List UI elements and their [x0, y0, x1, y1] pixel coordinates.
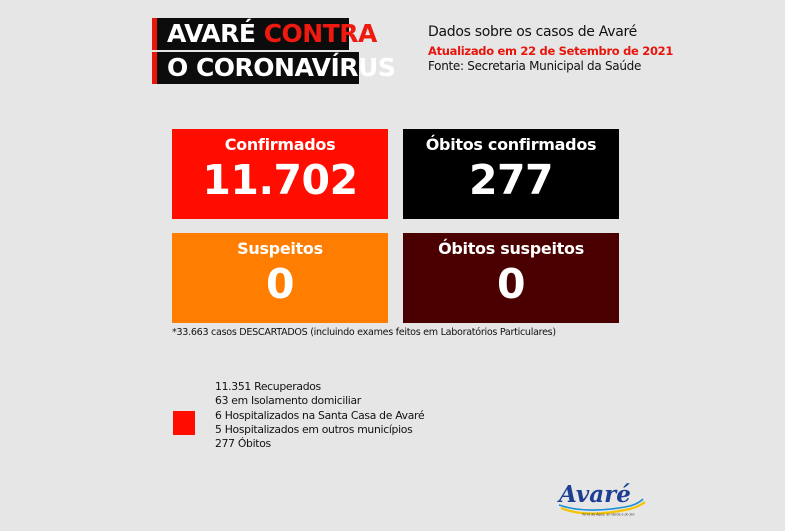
- title-part-2: CONTRA: [263, 19, 377, 48]
- logo-text: Avaré: [559, 481, 631, 508]
- data-source: Fonte: Secretaria Municipal da Saúde: [428, 58, 642, 73]
- deaths-value: 277: [468, 156, 554, 204]
- title-line-1: [152, 18, 377, 50]
- info-block: [428, 24, 673, 74]
- suspects-value: 0: [265, 260, 295, 308]
- details-item-isolation: 63 em Isolamento domiciliar: [215, 394, 361, 408]
- discarded-note: *33.663 casos DESCARTADOS (incluindo exames feitos em Laboratórios Particulares): [172, 327, 556, 338]
- suspects-label: Suspeitos: [237, 239, 323, 258]
- confirmed-box: [172, 129, 388, 219]
- suspects-box: [172, 233, 388, 323]
- updated-date: Atualizado em 22 de Setembro de 2021: [428, 43, 674, 58]
- details-item-recovered: 11.351 Recuperados: [215, 380, 321, 393]
- suspect-deaths-box: [403, 233, 619, 323]
- deaths-label: Óbitos confirmados: [425, 135, 597, 154]
- details-item-hospitalized-other: 5 Hospitalizados em outros municípios: [215, 422, 413, 436]
- title-line-2: O CORONAVÍRUS: [152, 52, 359, 84]
- info-heading: Dados sobre os casos de Avaré: [428, 24, 637, 40]
- logo-tagline: Terra da Água, do Verde e do Sol: [582, 512, 635, 517]
- details-item-hospitalized-local: 6 Hospitalizados na Santa Casa de Avaré: [215, 408, 425, 422]
- legend-square: [173, 411, 195, 435]
- deaths-box: [403, 129, 619, 219]
- details-item-deaths: 277 Óbitos: [215, 437, 271, 451]
- suspect-deaths-label: Óbitos suspeitos: [438, 239, 584, 258]
- avare-logo: [555, 478, 650, 518]
- title-part-1: AVARÉ: [167, 19, 264, 48]
- details-list: [215, 380, 424, 451]
- confirmed-value: 11.702: [202, 156, 358, 204]
- title-block: [152, 18, 396, 84]
- confirmed-label: Confirmados: [224, 135, 336, 154]
- suspect-deaths-value: 0: [496, 260, 526, 308]
